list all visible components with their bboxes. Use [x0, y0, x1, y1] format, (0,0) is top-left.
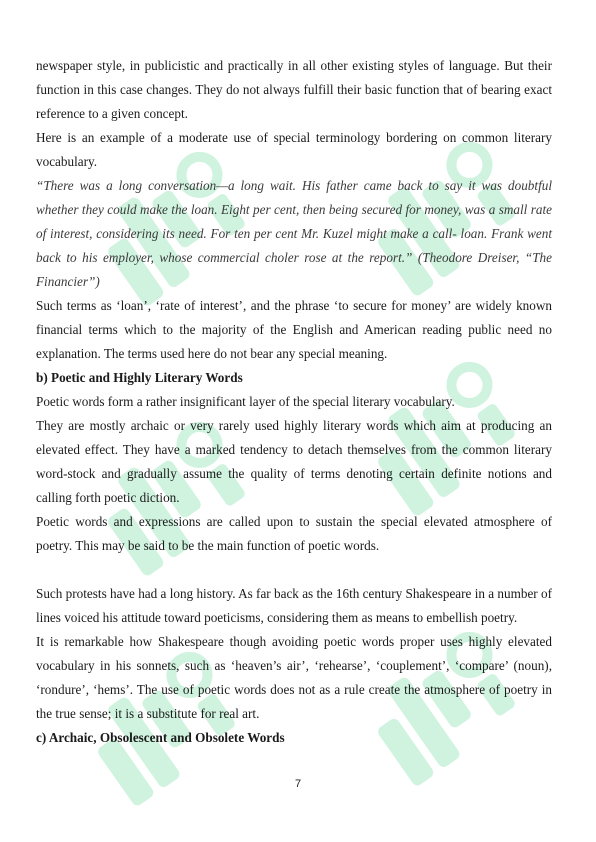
paragraph-archaic-words: They are mostly archaic or very rarely used highly literary words which aim at producing an elevated effect. They have a marked tendency to detach themselves from the common literary word-stock and gradually assume the quality of terms denoting certain definite notions and calling forth poetic diction. [36, 418, 552, 505]
section-heading-poetic-words: b) Poetic and Highly Literary Words [36, 370, 243, 385]
section-heading-archaic-words: c) Archaic, Obsolescent and Obsolete Words [36, 730, 285, 745]
paragraph-poetic-layer: Poetic words form a rather insignificant layer of the special literary vocabulary. [36, 394, 455, 409]
page-number: 7 [294, 778, 302, 790]
document-body [36, 54, 552, 750]
quote-dreiser: “There was a long conversation—a long wait. His father came back to say it was doubtful whether they could make the loan. Eight per cent, then being secured for money, was a small rate of interest, considering its need. For ten per cent Mr. Kuzel might make a call- loan. Frank went back to his employer, whose commercial choler rose at the report.” (Theodore Dreiser, “The Financier”) [36, 178, 552, 289]
paragraph-shakespeare-sonnets: It is remarkable how Shakespeare though avoiding poetic words proper uses highly elevated vocabulary in his sonnets, such as ‘heaven’s air’, ‘rehearse’, ‘couplement’, ‘compare’ (noun), ‘rondure’, ‘hems’. The use of poetic words does not as a rule create the atmosphere of poetry in the true sense; it is a substitute for real art. [36, 634, 552, 721]
paragraph-gap [36, 558, 552, 582]
paragraph-example-intro: Here is an example of a moderate use of special terminology bordering on common literary vocabulary. [36, 130, 552, 169]
paragraph-poetic-function: Poetic words and expressions are called upon to sustain the special elevated atmosphere of poetry. This may be said to be the main function of poetic words. [36, 514, 552, 553]
paragraph-shakespeare-protests: Such protests have had a long history. As far back as the 16th century Shakespeare in a number of lines voiced his attitude toward poeticisms, considering them as means to embellish poetry. [36, 586, 552, 625]
paragraph-intro-continuation: newspaper style, in publicistic and practically in all other existing styles of language. But their function in this case changes. They do not always fulfill their basic function that of bearing exact reference to a given concept. [36, 58, 552, 121]
paragraph-financial-terms: Such terms as ‘loan’, ‘rate of interest’, and the phrase ‘to secure for money’ are widely known financial terms which to the majority of the English and American reading public need no explanation. The terms used here do not bear any special meaning. [36, 298, 552, 361]
